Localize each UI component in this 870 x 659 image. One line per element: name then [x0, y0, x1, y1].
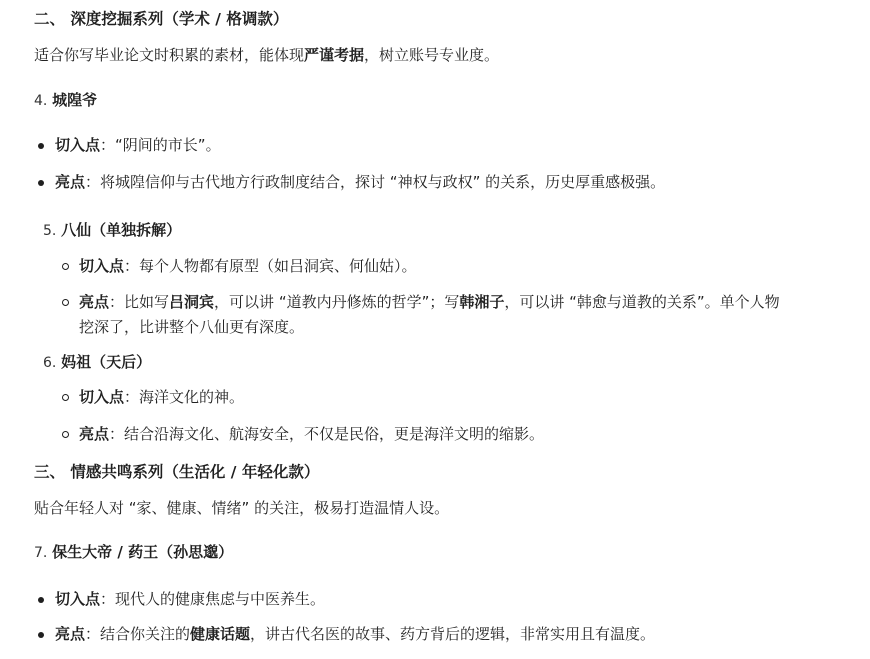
bullet-circle-icon — [62, 394, 69, 401]
bullet-label: 亮点 — [55, 173, 86, 191]
list-item — [79, 386, 244, 408]
bullet-text: ，可以讲 “韩愈与道教的关系”。单个人物 — [504, 293, 780, 311]
bullet-text: ：比如写 — [109, 293, 170, 311]
bullet-disc-icon — [38, 632, 44, 638]
intro-text-tail: ，树立账号专业度。 — [364, 46, 500, 64]
bullet-text: ：结合沿海文化、航海安全，不仅是民俗，更是海洋文明的缩影。 — [109, 425, 545, 443]
bullet-sep: ： — [85, 173, 101, 191]
bullet-bold-text: 韩湘子 — [459, 293, 505, 311]
list-item — [55, 171, 665, 193]
bullet-bold-text: 健康话题 — [190, 625, 251, 643]
item-heading-7 — [34, 541, 233, 564]
item-heading-6 — [43, 351, 151, 374]
bullet-label: 亮点 — [79, 293, 110, 311]
list-item — [55, 588, 325, 610]
bullet-text: ，讲古代名医的故事、药方背后的逻辑，非常实用且有温度。 — [250, 625, 656, 643]
bullet-label: 切入点 — [79, 388, 125, 406]
bullet-disc-icon — [38, 143, 44, 149]
list-item — [55, 134, 221, 156]
item-heading-5 — [43, 219, 181, 242]
section-heading-2: 二、 深度挖掘系列（学术 / 格调款） — [34, 10, 289, 28]
intro-bold-text: 严谨考据 — [304, 46, 365, 64]
bullet-label: 切入点 — [55, 136, 101, 154]
item-heading-4 — [34, 89, 97, 112]
bullet-sep: ： — [100, 136, 116, 154]
item-number: 5. — [43, 223, 57, 239]
bullet-text: 将城隍信仰与古代地方行政制度结合，探讨 “神权与政权” 的关系，历史厚重感极强。 — [100, 173, 666, 191]
item-title: 八仙（单独拆解） — [61, 221, 182, 239]
intro-text: 适合你写毕业论文时积累的素材，能体现 — [34, 46, 305, 64]
item-number: 6. — [43, 355, 57, 371]
bullet-disc-icon — [38, 597, 44, 603]
bullet-label: 亮点 — [55, 625, 86, 643]
bullet-bold-text: 吕洞宾 — [169, 293, 215, 311]
section-heading-3: 三、 情感共鸣系列（生活化 / 年轻化款） — [34, 463, 320, 481]
list-item — [79, 255, 417, 277]
list-item — [79, 291, 780, 313]
bullet-text: ：海洋文化的神。 — [124, 388, 245, 406]
bullet-label: 切入点 — [55, 590, 101, 608]
bullet-circle-icon — [62, 431, 69, 438]
section-intro-3: 贴合年轻人对 “家、健康、情绪” 的关注，极易打造温情人设。 — [34, 499, 450, 517]
bullet-disc-icon — [38, 180, 44, 186]
item-title: 保生大帝 / 药王（孙思邈） — [52, 543, 234, 561]
bullet-text: ，可以讲 “道教内丹修炼的哲学”；写 — [214, 293, 460, 311]
bullet-label: 亮点 — [79, 425, 110, 443]
list-item — [79, 423, 544, 445]
bullet-text: “阴间的市长”。 — [115, 136, 221, 154]
list-item-continuation: 挖深了，比讲整个八仙更有深度。 — [79, 318, 305, 336]
item-number: 7. — [34, 545, 48, 561]
bullet-text: ：现代人的健康焦虑与中医养生。 — [100, 590, 326, 608]
bullet-label: 切入点 — [79, 257, 125, 275]
bullet-text: ：每个人物都有原型（如吕洞宾、何仙姑）。 — [124, 257, 417, 275]
item-title: 妈祖（天后） — [61, 353, 152, 371]
bullet-text: ：结合你关注的 — [85, 625, 191, 643]
item-number: 4. — [34, 93, 48, 109]
section-intro-2 — [34, 44, 499, 66]
item-title: 城隍爷 — [52, 91, 98, 109]
list-item — [55, 623, 655, 645]
bullet-circle-icon — [62, 299, 69, 306]
bullet-circle-icon — [62, 263, 69, 270]
